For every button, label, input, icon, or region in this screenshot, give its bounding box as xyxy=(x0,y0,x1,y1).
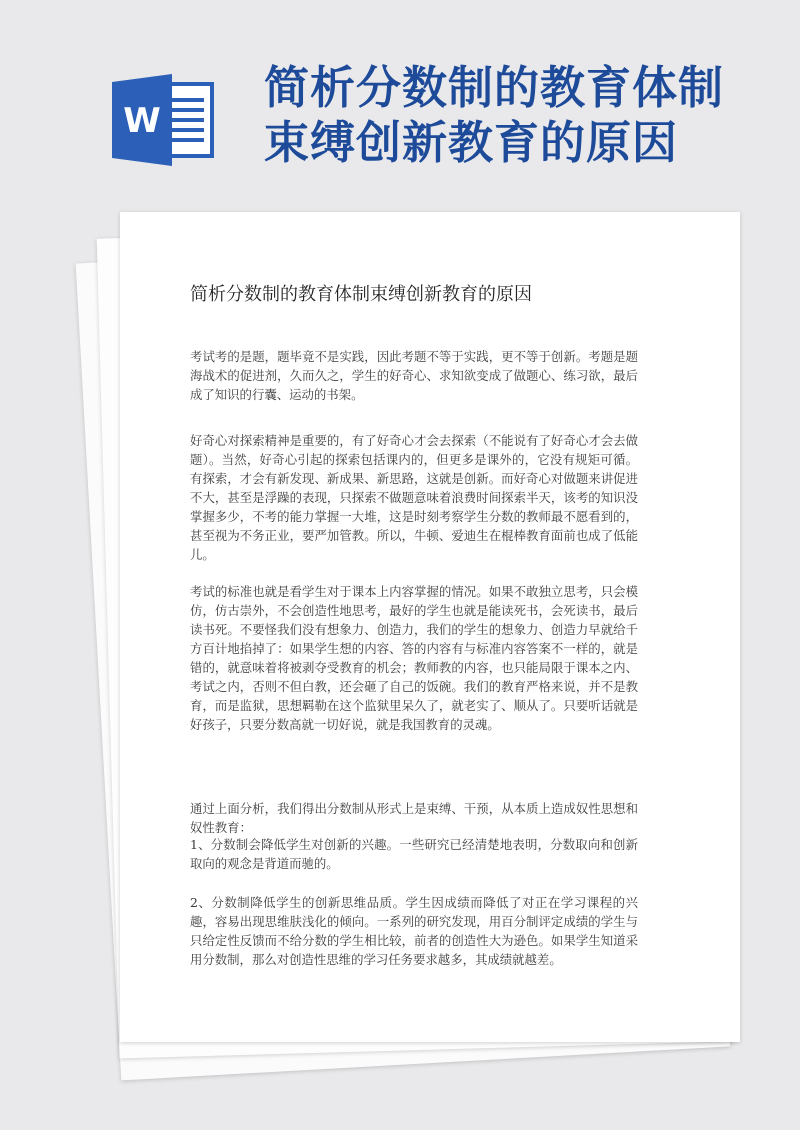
document-paragraph: 考试考的是题，题毕竟不是实践，因此考题不等于实践，更不等于创新。考题是题海战术的促进剂，久而久之，学生的好奇心、求知欲变成了做题心、练习欲，最后成了知识的行囊、运动的书架。 xyxy=(190,349,638,402)
banner-title xyxy=(264,60,784,170)
document-paragraph: 2、分数制降低学生的创新思维品质。学生因成绩而降低了对正在学习课程的兴趣，容易出现思维肤浅化的倾向。一系列的研究发现，用百分制评定成绩的学生与只给定性反馈而不给分数的学生相比较，前者的创造性大为逊色。如果学生知道采用分数制，那么对创造性思维的学习任务要求越多，其成绩就越差。 xyxy=(190,895,638,967)
banner-title-line-1: 简析分数制的教育体制 xyxy=(264,61,725,114)
document-paragraph: 通过上面分析，我们得出分数制从形式上是束缚、干预，从本质上造成奴性思想和奴性教育： xyxy=(190,801,638,835)
document-title: 简析分数制的教育体制束缚创新教育的原因 xyxy=(190,284,532,305)
word-logo-letter: W xyxy=(123,101,161,141)
document-paragraph: 好奇心对探索精神是重要的，有了好奇心才会去探索（不能说有了好奇心才会去做题）。当然，好奇心引起的探索包括课内的，但更多是课外的，它没有规矩可循。有探索，才会有新发现、新成果、新思路，这就是创新。而好奇心对做题来讲促进不大，甚至是浮躁的表现，只探索不做题意味着浪费时间探索半天，该考的知识没掌握多少，不考的能力掌握一大堆，这是时刻考察学生分数的教师最不愿看到的，甚至视为不务正业，要严加管教。所以，牛顿、爱迪生在棍棒教育面前也成了低能儿。 xyxy=(190,433,638,562)
document-paragraph: 1、分数制会降低学生对创新的兴趣。一些研究已经清楚地表明，分数取向和创新取向的观念是背道而驰的。 xyxy=(190,837,638,871)
banner-title-line-2: 束缚创新教育的原因 xyxy=(264,116,679,169)
document-paragraph: 考试的标准也就是看学生对于课本上内容掌握的情况。如果不敢独立思考，只会模仿，仿古崇外，不会创造性地思考，最好的学生也就是能读死书，会死读书，最后读书死。不要怪我们没有想象力、创造力，我们的学生的想象力、创造力早就给千方百计地掐掉了：如果学生想的内容、答的内容有与标准内容答案不一样的，就是错的，就意味着将被剥夺受教育的机会；教师教的内容，也只能局限于课本之内、考试之内，否则不但白教，还会砸了自己的饭碗。我们的教育严格来说，并不是教育，而是监狱，思想羁勒在这个监狱里呆久了，就老实了、顺从了。只要听话就是好孩子，只要分数高就一切好说，就是我国教育的灵魂。 xyxy=(190,584,638,732)
word-document-icon xyxy=(112,74,216,166)
